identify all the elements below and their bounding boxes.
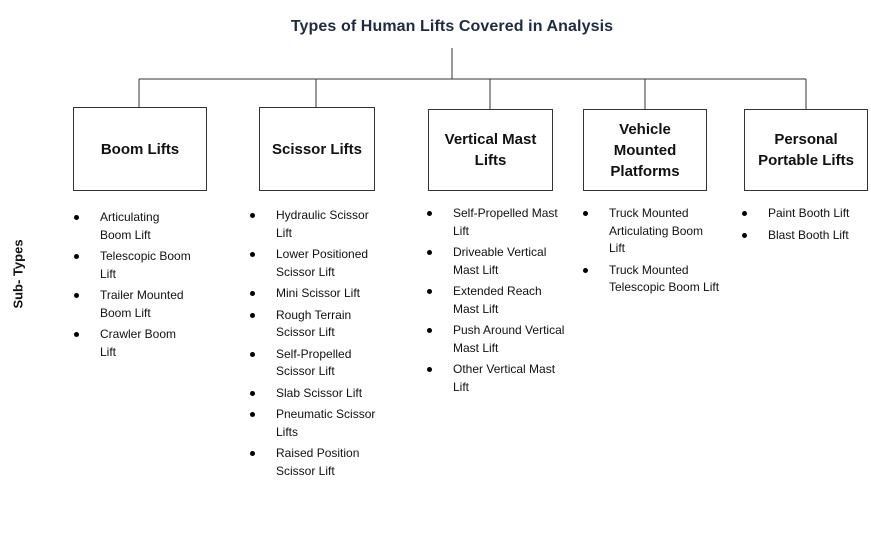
category-box-personal-portable-lifts [744,109,868,191]
list-item: Pneumatic Scissor Lifts [248,406,388,441]
category-label: Scissor Lifts [271,140,363,158]
list-item: Lower Positioned Scissor Lift [248,246,388,281]
list-item: Articulating Boom Lift [72,209,192,244]
category-label: Personal Portable Lifts [758,131,854,169]
personal-portable-lifts-subtypes [740,205,865,248]
category-box-vehicle-mounted-platforms [583,109,707,191]
list-item: Raised Position Scissor Lift [248,445,388,480]
scissor-lifts-subtypes [248,207,388,484]
sub-types-label: Sub- Types [10,239,26,309]
list-item: Driveable Vertical Mast Lift [425,244,565,279]
list-item: Truck Mounted Telescopic Boom Lift [581,262,721,297]
list-item: Slab Scissor Lift [248,385,388,403]
list-item: Hydraulic Scissor Lift [248,207,388,242]
list-item: Rough Terrain Scissor Lift [248,307,388,342]
diagram-title: Types of Human Lifts Covered in Analysis [290,18,614,35]
list-item: Extended Reach Mast Lift [425,283,565,318]
list-item: Push Around Vertical Mast Lift [425,322,565,357]
category-box-boom-lifts [73,107,207,191]
category-box-scissor-lifts [259,107,375,191]
list-item: Mini Scissor Lift [248,285,388,303]
list-item: Paint Booth Lift [740,205,865,223]
list-item: Self-Propelled Scissor Lift [248,346,388,381]
vehicle-mounted-platforms-subtypes [581,205,721,301]
list-item: Other Vertical Mast Lift [425,361,565,396]
category-label: Boom Lifts [100,140,180,158]
list-item: Truck Mounted Articulating Boom Lift [581,205,721,258]
category-box-vertical-mast-lifts [428,109,553,191]
category-label: Vehicle Mounted Platforms [610,120,680,180]
boom-lifts-subtypes [72,209,192,365]
list-item: Self-Propelled Mast Lift [425,205,565,240]
list-item: Blast Booth Lift [740,227,865,245]
vertical-mast-lifts-subtypes [425,205,565,400]
list-item: Crawler Boom Lift [72,326,192,361]
list-item: Telescopic Boom Lift [72,248,192,283]
category-label: Vertical Mast Lifts [444,131,537,169]
list-item: Trailer Mounted Boom Lift [72,287,192,322]
